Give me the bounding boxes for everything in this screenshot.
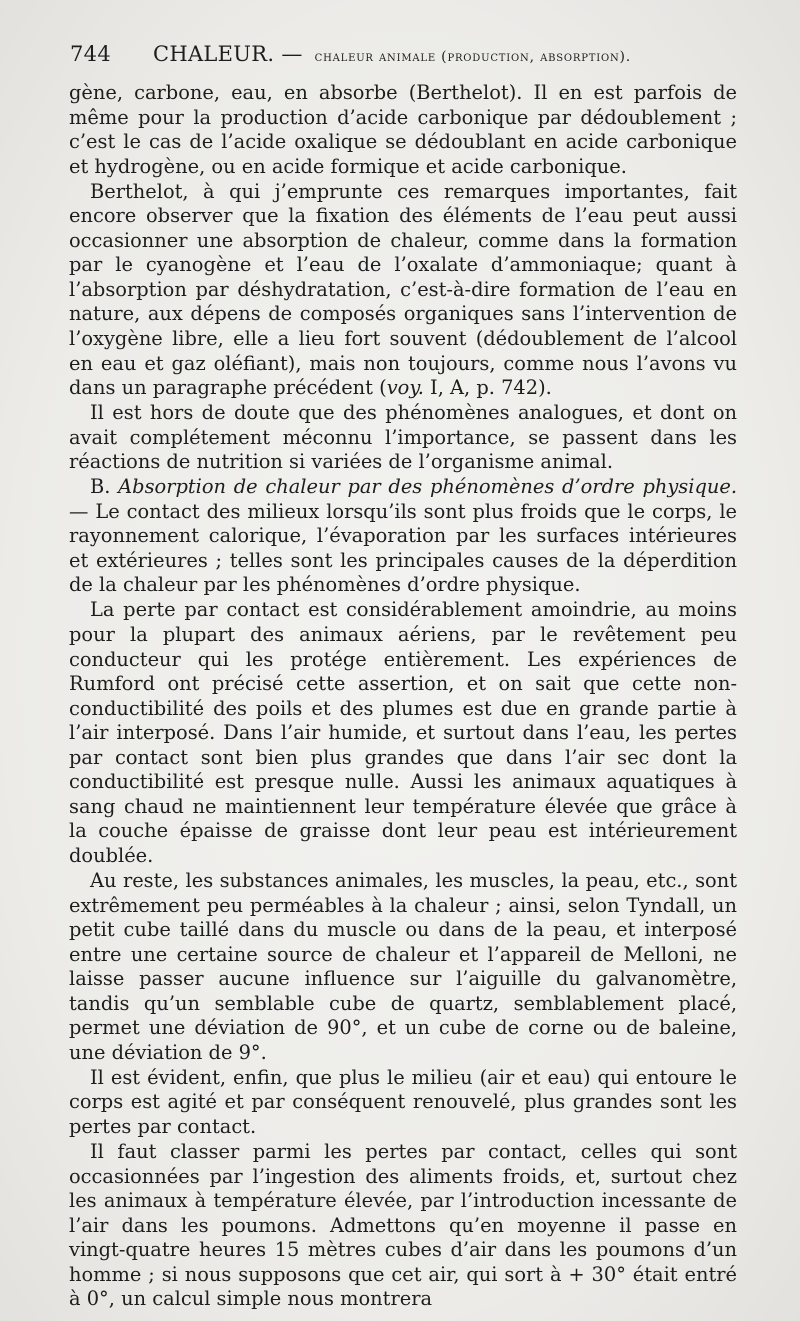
paragraph-6: Au reste, les substances animales, les muscles, la peau, etc., sont extrêmement peu perméables à la chaleur ; ainsi, selon Tyndall, un petit cube taillé dans du muscle ou dans de la peau, et interposé entre une certaine source de chaleur et l’appareil de Melloni, ne laisse passer aucune influence sur l’aiguille du galvanomètre, tandis qu’un semblable cube de quartz, semblablement placé, permet une déviation de 90°, et un cube de corne ou de baleine, une déviation de 9°.	[69, 869, 737, 1064]
paragraph-7: Il est évident, enfin, que plus le milieu (air et eau) qui entoure le corps est agité et par conséquent renouvelé, plus grandes sont les pertes par contact.	[69, 1065, 737, 1138]
section-subtitle: chaleur animale (production, absorption).	[314, 49, 632, 65]
paragraph-2	[69, 180, 737, 401]
paragraph-8: Il faut classer parmi les pertes par contact, celles qui sont occasionnées par l’ingestion des aliments froids, et, surtout chez les animaux à température élevée, par l’introduction incessante de l’air dans les poumons. Admettons qu’en moyenne il passe en vingt-quatre heures 15 mètres cubes d’air dans les poumons d’un homme ; si nous supposons que cet air, qui sort à + 30° était entré à 0°, un calcul simple nous montrera	[69, 1140, 737, 1311]
reference-citation: I, A, p. 742).	[423, 376, 552, 400]
paragraph-5: La perte par contact est considérablement amoindrie, au moins pour la plupart des animaux aériens, par le revêtement peu conducteur qui les protége entièrement. Les expériences de Rumford ont précisé cette assertion, et on sait que cette non-conductibilité des poils et des plumes est due en grande partie à l’air interposé. Dans l’air humide, et surtout dans l’eau, les pertes par contact sont bien plus grandes que dans l’air sec dont la conductibilité est presque nulle. Aussi les animaux aquatiques à sang chaud ne maintiennent leur température élevée que grâce à la couche épaisse de graisse dont leur peau est intérieurement doublée.	[69, 598, 737, 867]
section-b-paragraph	[69, 475, 737, 598]
page-number: 744	[70, 42, 111, 66]
chapter-title: CHALEUR. —	[152, 42, 303, 66]
body-text	[69, 81, 737, 1312]
paragraph-1: gène, carbone, eau, en absorbe (Berthelot). Il en est parfois de même pour la production d’acide carbonique par dédoublement ; c’est le cas de l’acide oxalique se dédoublant en acide carbonique et hydrogène, ou en acide formique et acide carbonique.	[69, 81, 737, 178]
section-b-label: B.	[90, 475, 111, 499]
section-b-dash: —	[69, 499, 96, 523]
paragraph-3: Il est hors de doute que des phénomènes analogues, et dont on avait complétement méconnu l’importance, se passent dans les réactions de nutrition si variées de l’organisme animal.	[69, 401, 737, 474]
voy-abbreviation: voy.	[386, 376, 424, 400]
section-b-text: Le contact des milieux lorsqu’ils sont plus froids que le corps, le rayonnement calorique, l’évaporation par les surfaces intérieures et extérieures ; telles sont les principales causes de la déperdition de la chaleur par les phénomènes d’ordre physique.	[69, 499, 737, 597]
paragraph-2-text: Berthelot, à qui j’emprunte ces remarques importantes, fait encore observer que la fixation des éléments de l’eau peut aussi occasionner une absorption de chaleur, comme dans la formation par le cyanogène et l’eau de l’oxalate d’ammoniaque; quant à l’absorption par déshydratation, c’est-à-dire formation de l’eau en nature, aux dépens de composés organiques sans l’intervention de l’oxygène libre, elle a lieu fort souvent (dédoublement de l’alcool en eau et gaz oléfiant), mais non toujours, comme nous l’avons vu dans un paragraphe précédent (	[69, 179, 737, 400]
section-b-heading: Absorption de chaleur par des phénomènes d’ordre physique.	[118, 475, 737, 499]
running-header	[70, 42, 740, 66]
